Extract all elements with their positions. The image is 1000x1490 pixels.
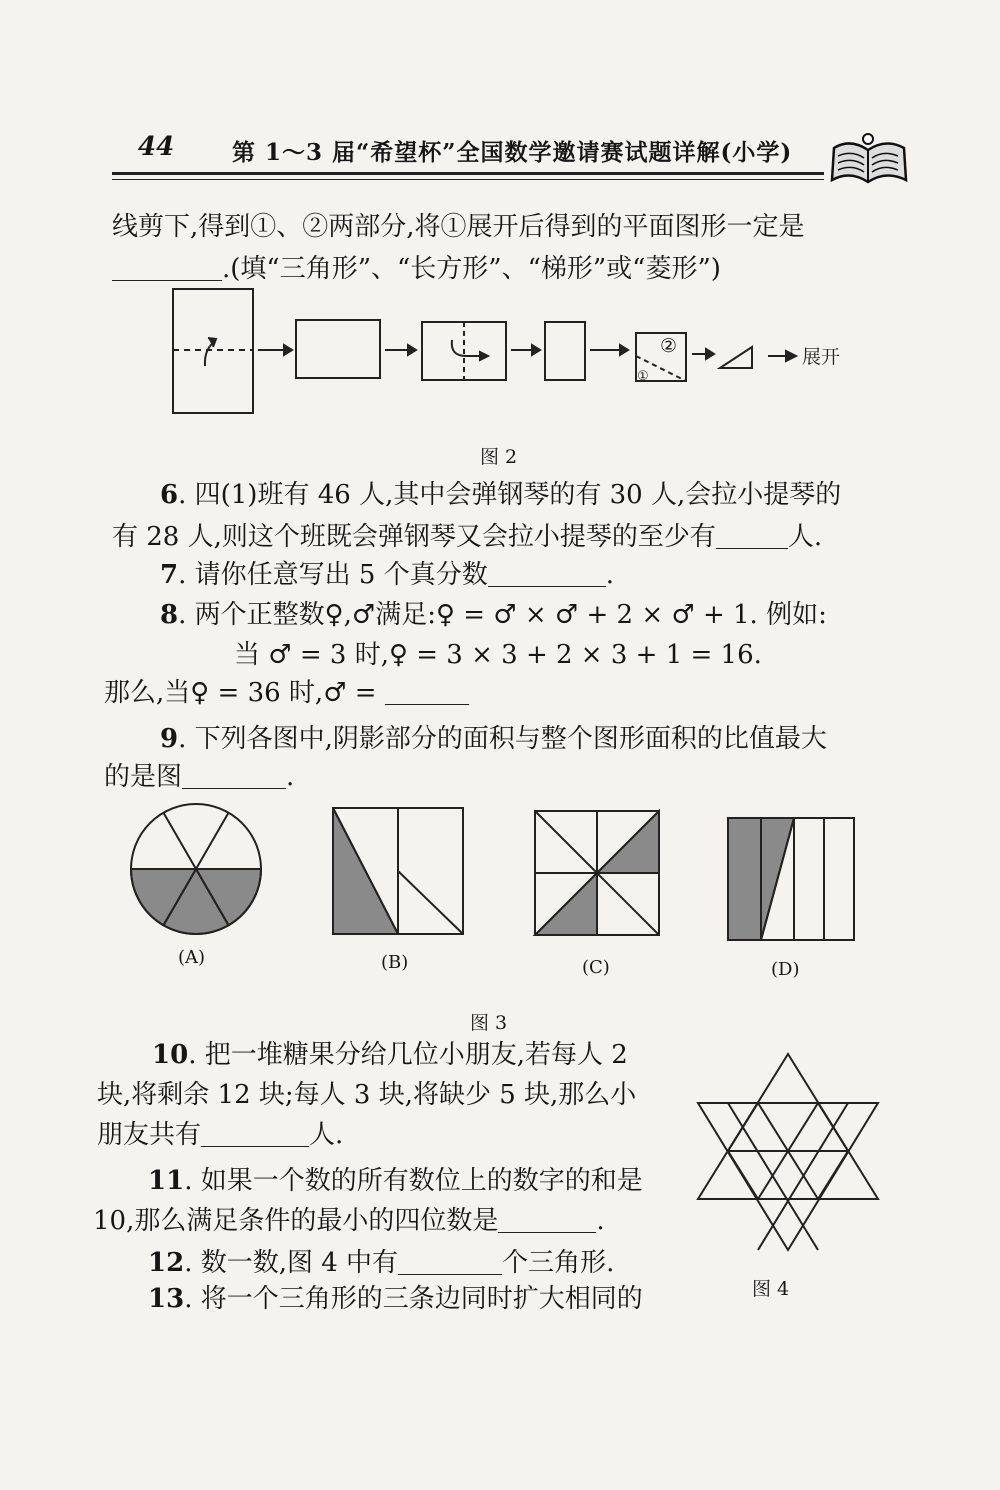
figure-3-caption: 图 3 [470,1012,508,1034]
q11-number: 11 [148,1166,185,1196]
q10-text: . 把一堆糖果分给几位小朋友,若每人 2 [188,1040,628,1070]
q10-number: 10 [152,1040,189,1070]
q8-text-3: 那么,当♀ = 36 时,♂ = [104,678,377,708]
fig2-label-unfold: 展开 [802,346,841,368]
fig2-label-part1: ① [637,369,649,384]
option-a-label: (A) [178,947,206,968]
fig4-upward-triangle [698,1054,878,1199]
running-title: 第 1～3 届“希望杯”全国数学邀请赛试题详解(小学) [232,139,793,166]
option-d-label: (D) [771,959,800,980]
q11-text-2: 10,那么满足条件的最小的四位数是 [93,1206,499,1236]
option-b-label: (B) [381,952,409,973]
q9-end: . [286,762,295,792]
q10-line2: 块,将剩余 12 块;每人 3 块,将缺少 5 块,那么小 [97,1080,637,1110]
q6-text: . 四(1)班有 46 人,其中会弹钢琴的有 30 人,会拉小提琴的 [178,480,842,510]
q12-text-2: 个三角形. [502,1248,615,1278]
q5-text-line1: 线剪下,得到①、②两部分,将①展开后得到的平面图形一定是 [112,212,805,242]
q8-number: 8 [160,600,179,630]
page-number: 44 [138,132,175,162]
q10-unit: 人. [309,1120,344,1150]
q9-text-2: 的是图 [104,762,183,792]
q10-text-3: 朋友共有 [97,1120,202,1150]
q6-number: 6 [160,480,179,510]
q12-text: . 数一数,图 4 中有 [184,1248,399,1278]
q11-text: . 如果一个数的所有数位上的数字的和是 [184,1166,643,1196]
q7-end: . [605,560,614,590]
q8-text: . 两个正整数♀,♂满足:♀ = ♂ × ♂ + 2 × ♂ + 1. 例如: [178,600,827,630]
q7-number: 7 [160,560,179,590]
q7-text: . 请你任意写出 5 个真分数 [178,560,488,590]
fig2-label-part2: ② [660,335,678,357]
q8-line2: 当 ♂ = 3 时,♀ = 3 × 3 + 2 × 3 + 1 = 16. [234,640,762,670]
figure-2-caption: 图 2 [480,446,518,468]
q12-number: 12 [148,1248,185,1278]
q9-text: . 下列各图中,阴影部分的面积与整个图形面积的比值最大 [178,724,827,754]
q5-options-text: .(填“三角形”、“长方形”、“梯形”或“菱形”) [222,254,721,284]
q13-text: . 将一个三角形的三条边同时扩大相同的 [184,1284,643,1314]
q13-number: 13 [148,1284,185,1314]
q11-end: . [596,1206,605,1236]
option-c-label: (C) [582,957,610,978]
q9-number: 9 [160,724,179,754]
figure-4-caption: 图 4 [752,1278,790,1300]
q6-unit: 人. [787,522,823,552]
fig4-downward-triangle [698,1103,878,1250]
q6-text-2: 有 28 人,则这个班既会弹钢琴又会拉小提琴的至少有 [112,522,716,552]
